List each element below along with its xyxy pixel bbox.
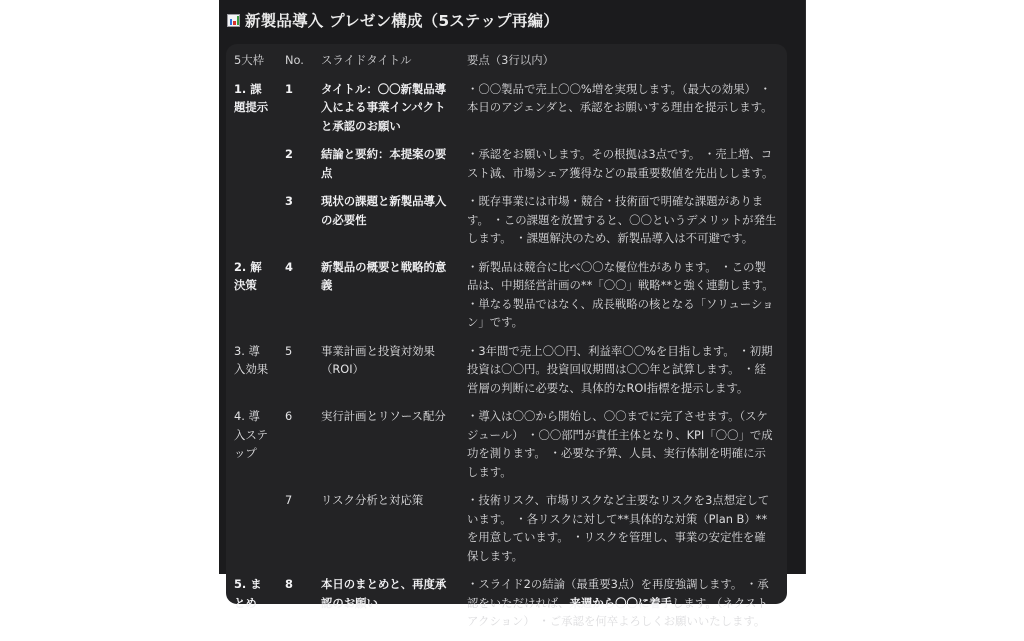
key-points-cell: ・技術リスク、市場リスクなど主要なリスクを3点想定しています。 ・各リスクに対して**具体的な対策（Plan B）**を用意しています。 ・リスクを管理し、事業の安定性を確保します。 <box>467 493 770 563</box>
key-points-cell: ・3年間で売上〇〇円、利益率〇〇%を目指します。 ・初期投資は〇〇円。投資回収期間は〇〇年と試算します。 ・経営層の判断に必要な、具体的なROI指標を提示します。 <box>467 343 773 395</box>
section-cell <box>226 192 285 258</box>
key-points-cell: ・既存事業には市場・競合・技術面で明確な課題があります。 ・この課題を放置すると、〇〇というデメリットが発生します。 ・課題解決のため、新製品導入は不可避です。 <box>467 194 777 245</box>
section-cell: 4. 導入ステップ <box>234 409 268 460</box>
key-points-text: ・スライド2の結論（最重要3点）を再度強調します。 ・承認をいただければ、 <box>467 577 769 610</box>
slide-number-cell: 7 <box>285 493 293 507</box>
slide-number-cell: 6 <box>285 409 293 423</box>
key-points-cell: ・承認をお願いします。その根拠は3点です。 ・売上増、コスト減、市場シェア獲得などの最重要数値を先出しします。 <box>467 147 774 180</box>
key-points-cell: ・新製品は競合に比べ〇〇な優位性があります。 ・この製品は、中期経営計画の**「〇〇」戦略**と強く連動します。 ・単なる製品ではなく、成長戦略の核となる「ソリューション」です。 <box>467 259 774 329</box>
slide-number-cell: 2 <box>285 147 293 161</box>
slide-number-cell: 4 <box>285 259 293 274</box>
column-header-section: 5大枠 <box>234 53 265 67</box>
chat-response-panel <box>219 0 806 628</box>
table-row <box>226 145 787 192</box>
table-header-row <box>226 44 787 80</box>
slide-number-cell: 1 <box>285 81 293 96</box>
table-row <box>226 407 787 491</box>
slide-number-cell: 3 <box>285 194 293 208</box>
section-cell: 1. 課題提示 <box>234 81 269 114</box>
key-points-emphasis: 来週から〇〇に着手 <box>569 595 673 610</box>
table-row <box>226 80 787 146</box>
section-cell: 2. 解決策 <box>234 259 262 292</box>
slide-title-cell: タイトル：〇〇新製品導入による事業インパクトと承認のお願い <box>321 81 447 133</box>
slide-title-cell: 新製品の概要と戦略的意義 <box>321 259 447 292</box>
column-header-no: No. <box>285 53 304 67</box>
table-row <box>226 491 787 575</box>
slide-title-cell: 事業計画と投資対効果（ROI） <box>321 343 435 376</box>
table-row <box>226 192 787 258</box>
bar-chart-icon <box>227 14 240 27</box>
key-points-cell: ・〇〇製品で売上〇〇%増を実現します。（最大の効果） ・本日のアジェンダと、承認をお願いする理由を提示します。 <box>467 81 773 114</box>
presentation-structure-table-card <box>226 44 787 628</box>
column-header-slide-title: スライドタイトル <box>321 53 412 67</box>
slide-number-cell: 8 <box>285 577 293 591</box>
column-header-key-points: 要点（3行以内） <box>467 53 554 67</box>
slide-title-cell: リスク分析と対応策 <box>321 493 424 507</box>
page-title <box>227 9 559 31</box>
slide-title-cell: 本日のまとめと、再度承認のお願い <box>321 577 447 610</box>
key-points-cell <box>467 575 787 641</box>
slide-title-cell: 現状の課題と新製品導入の必要性 <box>321 194 447 227</box>
table-row <box>226 575 787 641</box>
table-row <box>226 342 787 408</box>
presentation-structure-table <box>226 44 787 641</box>
section-cell: 3. 導入効果 <box>234 343 269 376</box>
page-title-text: 新製品導入 プレゼン構成（5ステップ再編） <box>245 12 559 30</box>
slide-title-cell: 実行計画とリソース配分 <box>321 409 446 423</box>
slide-number-cell: 5 <box>285 343 293 358</box>
slide-title-cell: 結論と要約：本提案の要点 <box>321 147 447 180</box>
section-cell: 5. まとめ <box>234 577 262 610</box>
section-cell <box>226 491 285 575</box>
key-points-text: します。（ネクストアクション） ・ご承認を何卒よろしくお願いいたします。 <box>467 595 768 628</box>
section-cell <box>226 145 285 192</box>
table-row <box>226 258 787 342</box>
key-points-cell: ・導入は〇〇から開始し、〇〇までに完了させます。（スケジュール） ・〇〇部門が責任主体となり、KPI「〇〇」で成功を測ります。 ・必要な予算、人員、実行体制を明確に示します。 <box>467 409 773 479</box>
